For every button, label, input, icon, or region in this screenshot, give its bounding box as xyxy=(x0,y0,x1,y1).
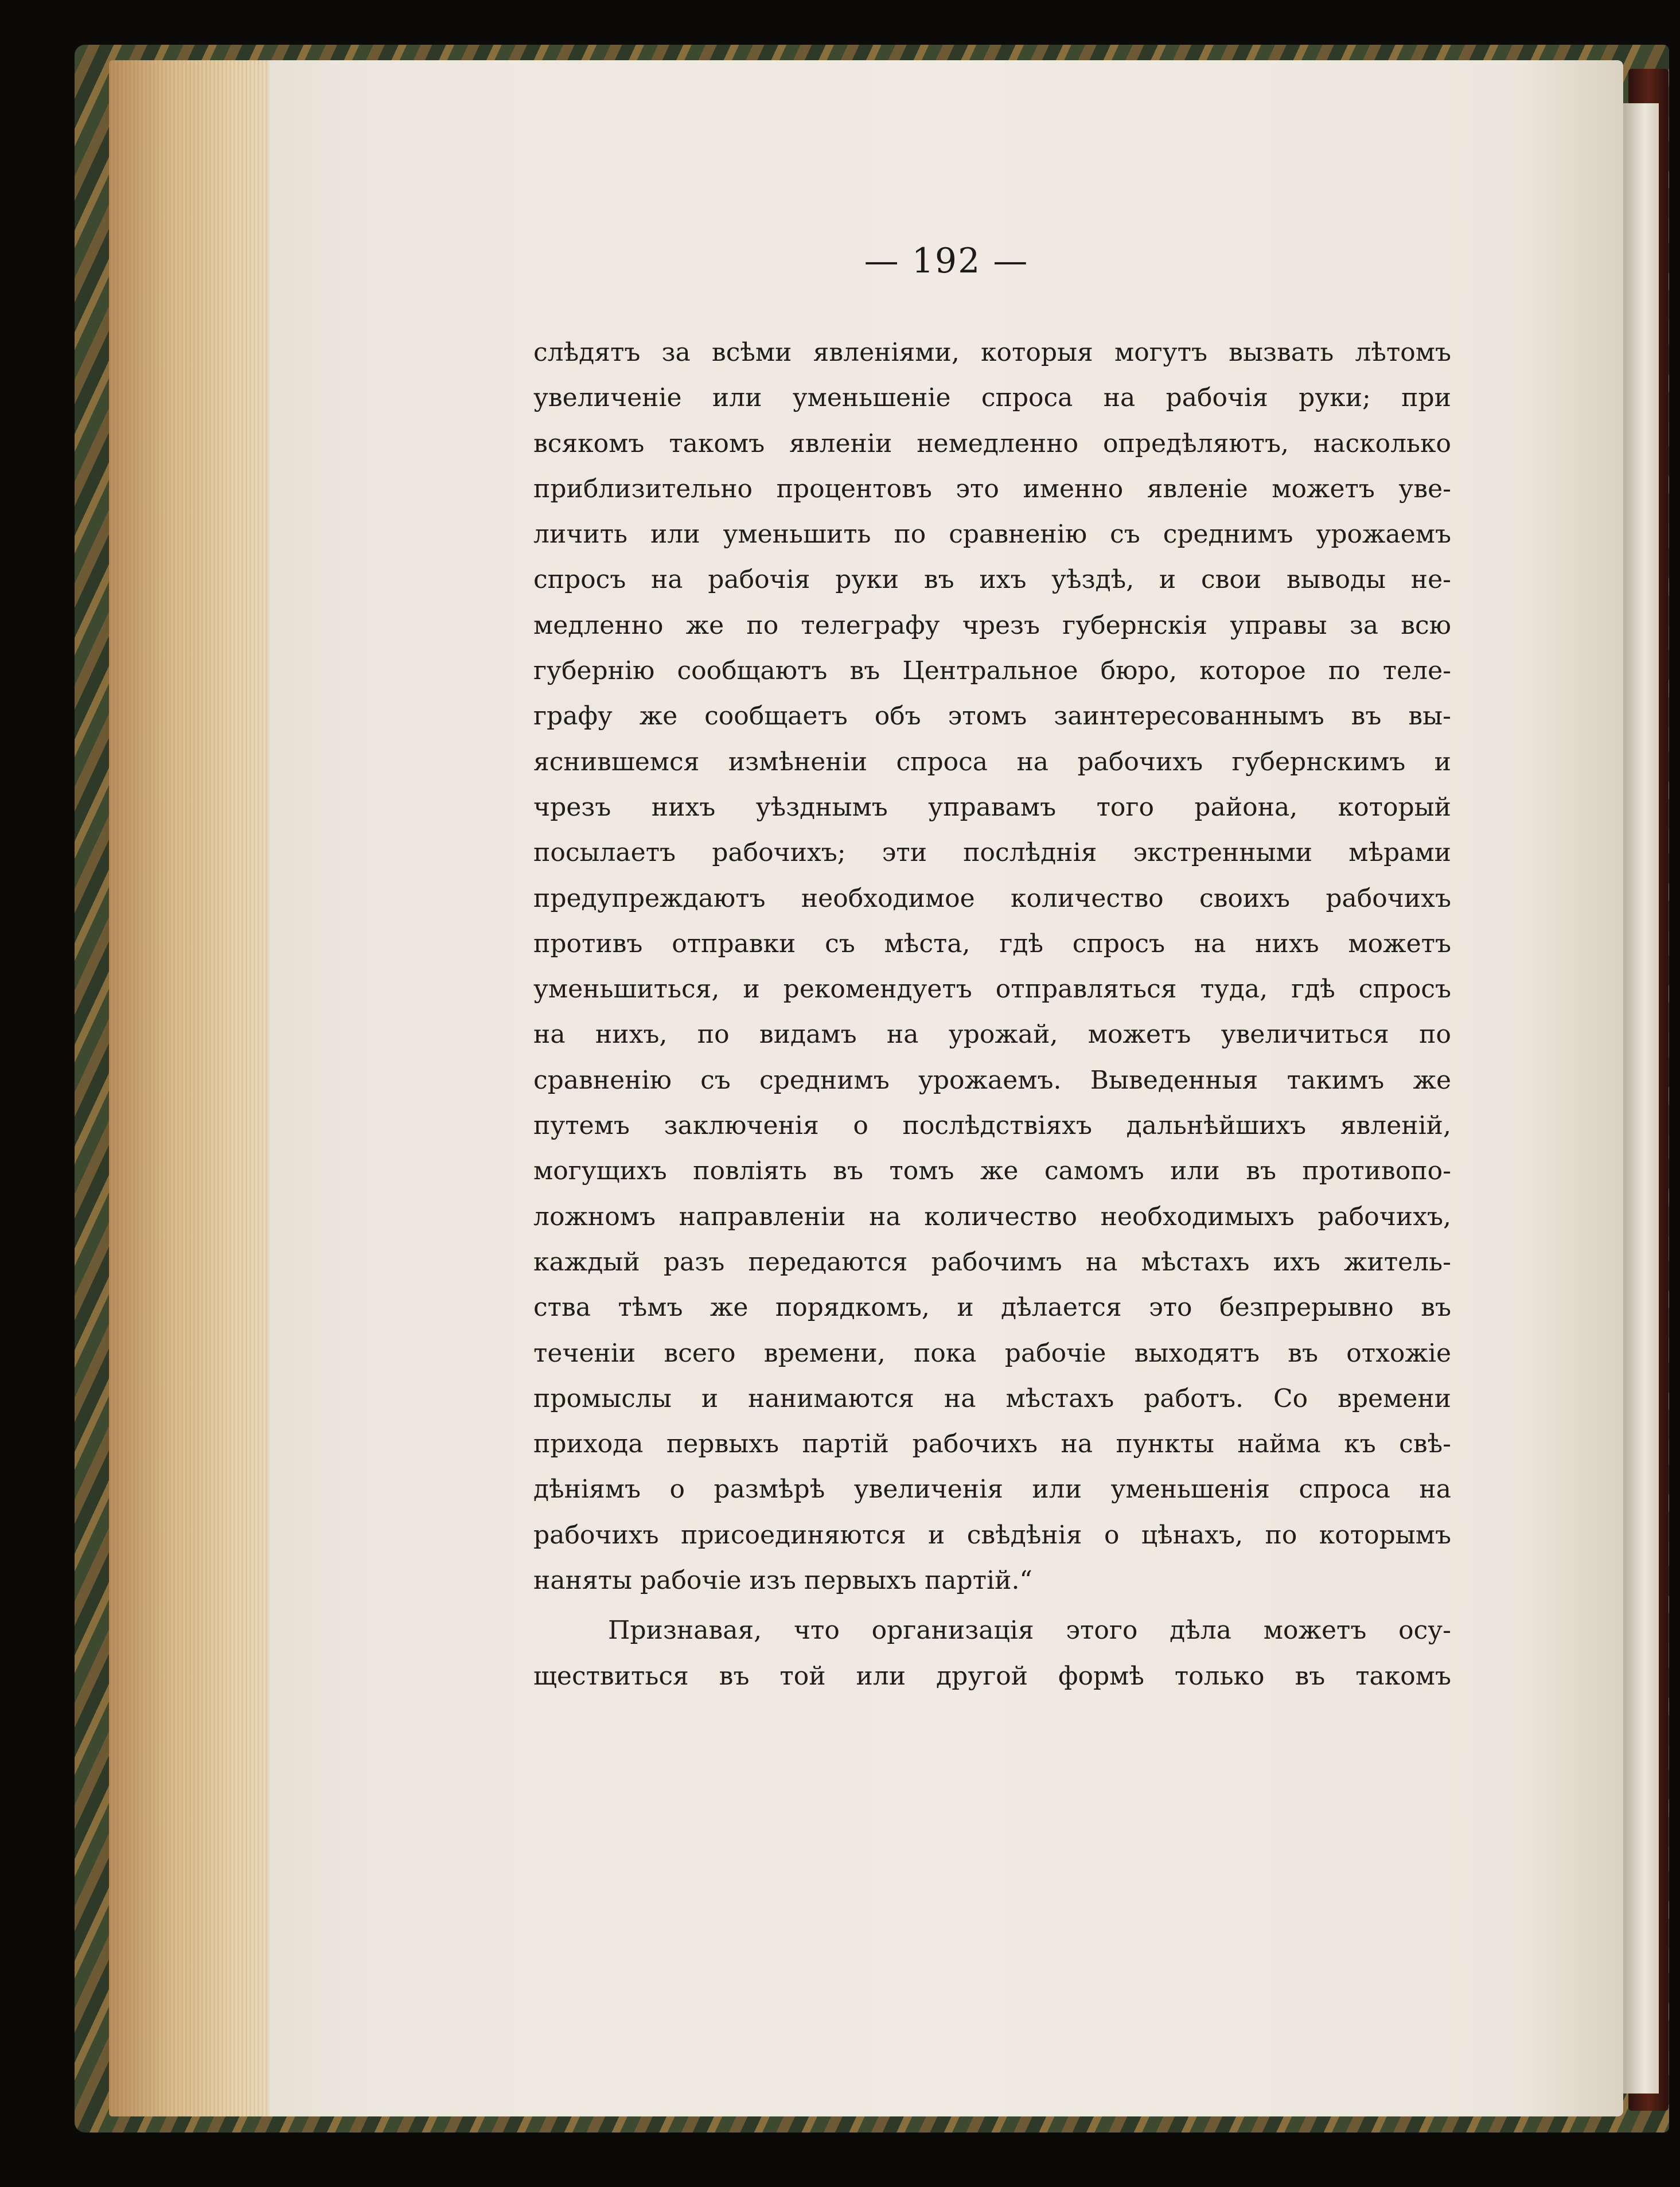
text-line: каждый разъ передаются рабочимъ на мѣстахъ ихъ житель- xyxy=(533,1247,1451,1277)
text-line: ложномъ направленіи на количество необходимыхъ рабочихъ, xyxy=(533,1202,1451,1231)
text-line: увеличеніе или уменьшеніе спроса на рабочія руки; при xyxy=(533,383,1451,413)
text-line: предупреждаютъ необходимое количество своихъ рабочихъ xyxy=(533,883,1451,913)
text-line: ществиться въ той или другой формѣ только въ такомъ xyxy=(533,1661,1451,1691)
paragraph-1 xyxy=(533,330,1451,1603)
text-line: Признавая, что организація этого дѣла можетъ осу- xyxy=(608,1616,1451,1646)
page-number: — 192 — xyxy=(864,241,1029,281)
text-line: чрезъ нихъ уѣзднымъ управамъ того района, который xyxy=(533,792,1451,822)
text-line: губернію сообщаютъ въ Центральное бюро, которое по теле- xyxy=(533,656,1451,686)
text-line: сравненію съ среднимъ урожаемъ. Выведенныя такимъ же xyxy=(533,1065,1451,1095)
text-line: теченіи всего времени, пока рабочіе выходятъ въ отхожіе xyxy=(533,1338,1451,1368)
text-line: личить или уменьшить по сравненію съ среднимъ урожаемъ xyxy=(533,520,1451,549)
text-line: графу же сообщаетъ объ этомъ заинтересованнымъ въ вы- xyxy=(533,701,1451,731)
text-line: слѣдятъ за всѣми явленіями, которыя могутъ вызвать лѣтомъ xyxy=(533,338,1451,367)
page-block-edge xyxy=(109,60,281,2116)
text-line: противъ отправки съ мѣста, гдѣ спросъ на нихъ можетъ xyxy=(533,929,1451,958)
text-line: уменьшиться, и рекомендуетъ отправляться туда, гдѣ спросъ xyxy=(533,974,1451,1004)
text-line: путемъ заключенія о послѣдствіяхъ дальнѣйшихъ явленій, xyxy=(533,1111,1451,1141)
text-line: на нихъ, по видамъ на урожай, можетъ увеличиться по xyxy=(533,1020,1451,1050)
text-line: наняты рабочіе изъ первыхъ партій.“ xyxy=(533,1566,1032,1596)
text-line: яснившемся измѣненіи спроса на рабочихъ губернскимъ и xyxy=(533,747,1451,777)
text-line: прихода первыхъ партій рабочихъ на пункты найма къ свѣ- xyxy=(533,1429,1451,1459)
text-line: могущихъ повліять въ томъ же самомъ или въ противопо- xyxy=(533,1156,1451,1186)
text-line: медленно же по телеграфу чрезъ губернскія управы за всю xyxy=(533,610,1451,640)
text-line: дѣніямъ о размѣрѣ увеличенія или уменьшенія спроса на xyxy=(533,1475,1451,1504)
text-line: ства тѣмъ же порядкомъ, и дѣлается это безпрерывно въ xyxy=(533,1293,1451,1323)
body-text xyxy=(533,330,1451,1699)
text-line: спросъ на рабочія руки въ ихъ уѣздѣ, и свои выводы не- xyxy=(533,565,1451,595)
text-line: рабочихъ присоединяются и свѣдѣнія о цѣнахъ, по которымъ xyxy=(533,1520,1451,1550)
text-line: всякомъ такомъ явленіи немедленно опредѣляютъ, насколько xyxy=(533,428,1451,458)
paragraph-gap xyxy=(533,1603,1451,1608)
text-line: промыслы и нанимаются на мѣстахъ работъ. Со времени xyxy=(533,1383,1451,1413)
text-line: приблизительно процентовъ это именно явленіе можетъ уве- xyxy=(533,474,1451,504)
text-line: посылаетъ рабочихъ; эти послѣднія экстренными мѣрами xyxy=(533,838,1451,868)
adjacent-page-edge xyxy=(1623,103,1659,2094)
paragraph-2 xyxy=(533,1608,1451,1699)
